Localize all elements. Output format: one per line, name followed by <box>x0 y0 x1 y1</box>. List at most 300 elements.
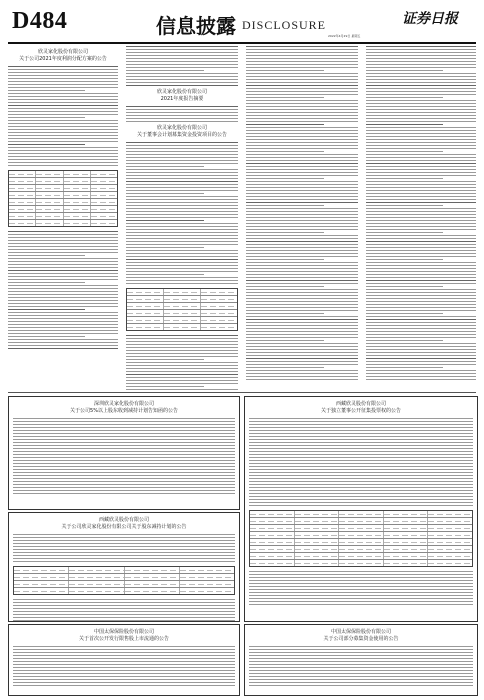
text-line <box>366 235 476 236</box>
text-line <box>249 685 473 686</box>
text-line <box>246 238 358 239</box>
text-line <box>126 250 238 251</box>
text-line <box>366 133 476 134</box>
text-line <box>366 142 476 143</box>
text-line <box>126 76 238 77</box>
text-line <box>13 487 235 488</box>
text-line <box>246 370 358 371</box>
text-line <box>366 85 476 86</box>
text-line <box>366 364 476 365</box>
text-line <box>366 322 476 323</box>
text-line <box>8 147 118 148</box>
text-line <box>8 276 118 277</box>
text-line <box>126 235 238 236</box>
text-line <box>366 70 443 71</box>
text-line <box>246 328 358 329</box>
text-line <box>366 340 443 341</box>
text-line <box>366 196 476 197</box>
text-line <box>366 169 476 170</box>
text-line <box>13 433 235 434</box>
text-line <box>126 49 238 50</box>
text-line <box>13 558 235 559</box>
text-line <box>13 543 235 544</box>
text-line <box>126 73 238 74</box>
text-line <box>249 427 473 428</box>
text-line <box>366 124 443 125</box>
text-line <box>126 184 238 185</box>
text-line <box>249 451 473 452</box>
text-line <box>246 106 358 107</box>
text-line <box>246 274 358 275</box>
text-line <box>126 383 238 384</box>
text-line <box>8 87 118 88</box>
text-line <box>13 454 235 455</box>
text-line <box>126 368 238 369</box>
text-line <box>246 307 358 308</box>
text-line <box>13 676 235 677</box>
text-line <box>126 268 238 269</box>
text-line <box>8 324 118 325</box>
text-line <box>246 340 324 341</box>
text-line <box>366 97 443 98</box>
text-line <box>246 223 358 224</box>
text-line <box>366 352 476 353</box>
text-line <box>126 271 238 272</box>
text-line <box>246 355 358 356</box>
text-line <box>249 454 473 455</box>
notice-header <box>8 49 118 63</box>
text-line <box>249 574 473 575</box>
text-line <box>13 682 235 683</box>
text-line <box>249 655 473 656</box>
text-line <box>126 344 238 345</box>
text-line <box>8 93 118 94</box>
text-line <box>246 124 324 125</box>
text-line <box>246 64 358 65</box>
data-table <box>8 170 118 227</box>
text-line <box>8 99 118 100</box>
text-line <box>246 118 358 119</box>
text-line <box>366 244 476 245</box>
text-line <box>366 349 476 350</box>
text-line <box>126 335 238 336</box>
text-line <box>246 214 358 215</box>
text-line <box>13 614 235 615</box>
text-line <box>246 217 358 218</box>
text-line <box>126 371 238 372</box>
text-line <box>249 481 473 482</box>
text-line <box>246 262 358 263</box>
text-line <box>13 561 235 562</box>
text-line <box>8 273 118 274</box>
text-line <box>8 345 118 346</box>
text-line <box>8 348 118 349</box>
text-line <box>13 685 235 686</box>
text-line <box>13 469 235 470</box>
text-line <box>126 61 238 62</box>
text-line <box>8 114 118 115</box>
text-line <box>366 154 476 155</box>
text-line <box>366 184 476 185</box>
text-line <box>366 46 476 47</box>
text-line <box>8 165 118 166</box>
text-line <box>366 217 476 218</box>
text-line <box>13 599 235 600</box>
notice-org: 西藏欣灵股份有限公司 <box>335 401 386 407</box>
text-line <box>366 295 476 296</box>
text-line <box>249 679 473 680</box>
text-line <box>126 187 238 188</box>
notice-box-4 <box>8 624 240 696</box>
notice-box-3 <box>8 512 240 622</box>
text-line <box>126 67 238 68</box>
notice-box-5 <box>244 624 478 696</box>
text-line <box>246 178 324 179</box>
text-line <box>126 356 238 357</box>
text-line <box>8 102 118 103</box>
text-line <box>126 58 238 59</box>
text-line <box>8 141 118 142</box>
text-line <box>366 373 476 374</box>
notice-title: 关于公司2021年度利润分配方案的公告 <box>19 56 107 62</box>
text-line <box>249 646 473 647</box>
text-line <box>246 79 358 80</box>
text-line <box>366 76 476 77</box>
text-line <box>126 172 238 173</box>
text-line <box>13 670 235 671</box>
notice-header <box>126 89 238 103</box>
text-line <box>126 277 238 278</box>
text-line <box>366 286 443 287</box>
body-text <box>245 571 477 605</box>
text-line <box>8 78 118 79</box>
text-line <box>126 160 238 161</box>
notice-title: 2021年度报告摘要 <box>160 96 204 102</box>
body-text <box>245 418 477 506</box>
text-line <box>366 313 443 314</box>
text-line <box>246 175 358 176</box>
text-line <box>13 475 235 476</box>
text-line <box>366 220 476 221</box>
text-line <box>13 608 235 609</box>
text-line <box>8 300 118 301</box>
text-line <box>366 319 476 320</box>
notice-title: 关于独立董事公开征集投票权的公告 <box>320 408 401 414</box>
text-line <box>249 445 473 446</box>
text-line <box>366 88 476 89</box>
body-text <box>8 66 118 166</box>
text-line <box>366 367 443 368</box>
text-line <box>246 346 358 347</box>
text-line <box>366 310 476 311</box>
text-line <box>366 307 476 308</box>
notice-header <box>245 401 477 415</box>
text-line <box>13 664 235 665</box>
text-line <box>246 160 358 161</box>
body-text <box>245 646 477 686</box>
text-line <box>13 552 235 553</box>
text-line <box>126 178 238 179</box>
text-line <box>246 298 358 299</box>
text-line <box>126 169 238 170</box>
text-line <box>246 325 358 326</box>
text-line <box>246 241 358 242</box>
text-line <box>366 277 476 278</box>
text-line <box>366 379 476 380</box>
text-line <box>126 190 238 191</box>
text-line <box>8 312 118 313</box>
text-line <box>126 118 238 119</box>
text-line <box>13 421 235 422</box>
text-line <box>126 121 238 122</box>
text-line <box>126 347 238 348</box>
text-line <box>366 298 476 299</box>
text-line <box>13 424 235 425</box>
text-line <box>249 472 473 473</box>
text-line <box>366 226 476 227</box>
text-line <box>246 271 358 272</box>
text-line <box>8 75 118 76</box>
text-line <box>246 301 358 302</box>
text-line <box>246 139 358 140</box>
text-line <box>246 73 358 74</box>
text-line <box>126 374 238 375</box>
text-line <box>366 160 476 161</box>
text-line <box>366 355 476 356</box>
text-line <box>246 361 358 362</box>
text-line <box>126 353 238 354</box>
text-line <box>249 577 473 578</box>
text-line <box>366 304 476 305</box>
text-line <box>126 241 238 242</box>
text-line <box>366 82 476 83</box>
body-text <box>126 142 238 284</box>
text-line <box>366 100 476 101</box>
text-line <box>246 334 358 335</box>
text-line <box>366 247 476 248</box>
text-line <box>246 319 358 320</box>
text-line <box>13 649 235 650</box>
text-line <box>246 52 358 53</box>
text-line <box>246 310 358 311</box>
text-line <box>366 370 476 371</box>
text-line <box>8 231 118 232</box>
text-line <box>249 589 473 590</box>
text-line <box>366 256 476 257</box>
text-line <box>13 673 235 674</box>
text-line <box>8 126 118 127</box>
text-line <box>249 502 473 503</box>
text-line <box>249 682 473 683</box>
text-line <box>249 499 473 500</box>
text-line <box>249 496 473 497</box>
column-1 <box>8 46 118 390</box>
text-line <box>366 211 476 212</box>
text-line <box>13 493 235 494</box>
text-line <box>8 129 118 130</box>
text-line <box>249 505 473 506</box>
text-line <box>366 175 476 176</box>
text-line <box>246 259 324 260</box>
text-line <box>246 247 358 248</box>
column-3 <box>246 46 358 390</box>
text-line <box>246 373 358 374</box>
text-line <box>366 190 476 191</box>
text-line <box>8 336 85 337</box>
text-line <box>8 117 85 118</box>
text-line <box>366 259 443 260</box>
text-line <box>246 349 358 350</box>
notice-org: 中国太保保险股份有限公司 <box>93 629 154 635</box>
text-line <box>366 187 476 188</box>
text-line <box>366 316 476 317</box>
text-line <box>246 76 358 77</box>
text-line <box>126 85 238 86</box>
text-line <box>246 136 358 137</box>
text-line <box>126 229 238 230</box>
notice-title: 关于首次公开发行限售股上市流通的公告 <box>78 636 169 642</box>
text-line <box>246 169 358 170</box>
text-line <box>126 82 238 83</box>
text-line <box>126 365 238 366</box>
text-line <box>8 84 118 85</box>
text-line <box>249 658 473 659</box>
text-line <box>366 58 476 59</box>
text-line <box>249 463 473 464</box>
text-line <box>246 46 358 47</box>
text-line <box>249 418 473 419</box>
text-line <box>8 303 118 304</box>
masthead-meta: 2022年4月29日 星期五 <box>328 34 361 38</box>
text-line <box>366 130 476 131</box>
text-line <box>246 253 358 254</box>
text-line <box>8 246 118 247</box>
text-line <box>13 427 235 428</box>
text-line <box>126 145 238 146</box>
text-line <box>249 469 473 470</box>
text-line <box>246 148 358 149</box>
text-line <box>246 232 324 233</box>
text-line <box>8 261 118 262</box>
text-line <box>126 151 238 152</box>
text-line <box>366 127 476 128</box>
text-line <box>126 341 238 342</box>
text-line <box>246 193 358 194</box>
text-line <box>366 61 476 62</box>
text-line <box>366 103 476 104</box>
text-line <box>126 157 238 158</box>
text-line <box>126 208 238 209</box>
text-line <box>246 229 358 230</box>
text-line <box>8 288 118 289</box>
text-line <box>366 208 476 209</box>
text-line <box>366 325 476 326</box>
text-line <box>13 430 235 431</box>
notice-title: 关于公司部分募集资金使用的公告 <box>323 636 399 642</box>
text-line <box>246 205 324 206</box>
text-line <box>126 166 204 167</box>
text-line <box>8 342 118 343</box>
text-line <box>246 58 358 59</box>
body-text <box>366 46 476 380</box>
text-line <box>8 138 118 139</box>
text-line <box>366 121 476 122</box>
text-line <box>366 151 443 152</box>
text-line <box>126 175 238 176</box>
text-line <box>246 187 358 188</box>
text-line <box>8 153 118 154</box>
text-line <box>249 436 473 437</box>
text-line <box>366 64 476 65</box>
text-line <box>8 258 118 259</box>
text-line <box>126 109 238 110</box>
text-line <box>249 670 473 671</box>
text-line <box>13 457 235 458</box>
text-line <box>246 130 358 131</box>
text-line <box>366 94 476 95</box>
text-line <box>8 237 118 238</box>
text-line <box>366 181 476 182</box>
text-line <box>249 571 473 572</box>
text-line <box>126 55 238 56</box>
text-line <box>13 481 235 482</box>
text-line <box>13 646 235 647</box>
notice-org: 西藏欣灵股份有限公司 <box>98 517 149 523</box>
text-line <box>246 166 358 167</box>
text-line <box>249 478 473 479</box>
text-line <box>366 292 476 293</box>
text-line <box>8 291 118 292</box>
text-line <box>126 214 238 215</box>
text-line <box>366 118 476 119</box>
text-line <box>126 283 238 284</box>
text-line <box>8 72 118 73</box>
text-line <box>246 358 358 359</box>
text-line <box>8 315 118 316</box>
text-line <box>126 262 238 263</box>
text-line <box>126 148 238 149</box>
text-line <box>13 478 235 479</box>
text-line <box>8 240 118 241</box>
body-text <box>9 418 239 494</box>
text-line <box>366 268 476 269</box>
text-line <box>366 337 476 338</box>
body-text <box>126 46 238 86</box>
text-line <box>366 49 476 50</box>
text-line <box>246 109 358 110</box>
masthead-rule <box>8 42 476 44</box>
text-line <box>246 286 324 287</box>
text-line <box>366 265 476 266</box>
text-line <box>8 105 118 106</box>
text-line <box>13 549 235 550</box>
text-line <box>126 199 238 200</box>
text-line <box>246 226 358 227</box>
text-line <box>246 202 358 203</box>
text-line <box>246 97 324 98</box>
text-line <box>246 322 358 323</box>
text-line <box>366 238 476 239</box>
data-table <box>126 288 238 331</box>
section-subtitle: DISCLOSURE <box>242 18 327 32</box>
text-line <box>246 172 358 173</box>
text-line <box>246 256 358 257</box>
text-line <box>249 604 473 605</box>
notice-org: 欣灵家化股份有限公司 <box>156 125 207 131</box>
notice-org: 欣灵家化股份有限公司 <box>156 89 207 95</box>
text-line <box>8 339 118 340</box>
text-line <box>126 46 238 47</box>
